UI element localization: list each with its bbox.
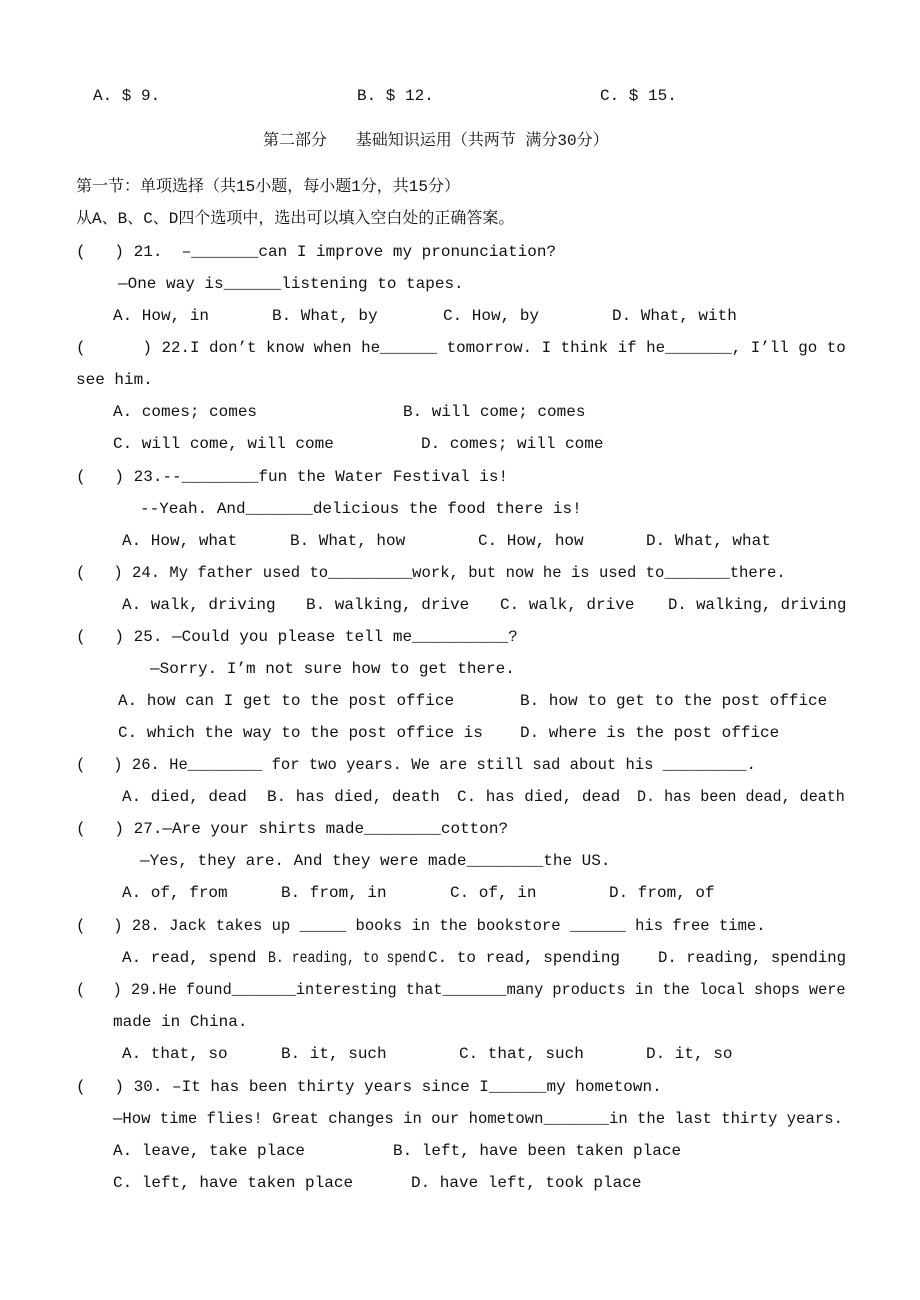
instruction: 从A、B、C、D四个选项中，选出可以填入空白处的正确答案。 [76,210,515,228]
option: A. walk, driving [122,596,276,614]
option: D. have left, took place [411,1174,642,1192]
option: C. How, by [443,307,540,325]
option: B. from, in [281,884,387,902]
question-line: see him. [76,371,153,389]
option-line: C. $ 15. [600,87,677,105]
option: C. How, how [478,532,584,550]
option: A. comes; comes [113,403,258,421]
option-line: A. $ 9. [93,87,161,105]
option: D. comes; will come [421,435,604,453]
option: C. of, in [450,884,537,902]
option: C. to read, spending [428,949,621,967]
part-title: 第二部分 基础知识运用（共两节 满分30分） [263,132,609,150]
option: B. walking, drive [306,596,470,614]
option: D. has been dead, death [637,788,845,806]
option: A. how can I get to the post office [118,692,455,710]
option: C. walk, drive [500,596,635,614]
option: A. read, spend [122,949,257,967]
question-line: ( ) 21. –_______can I improve my pronunciation? [76,243,557,261]
question-line: ( ) 29.He found_______interesting that_______many products in the local shops were [76,981,846,999]
option: A. leave, take place [113,1142,306,1160]
option: A. How, in [113,307,210,325]
question-line: made in China. [113,1013,248,1031]
question-line: ( ) 22.I don’t know when he______ tomorrow. I think if he_______, I’ll go to [76,339,846,357]
option: C. which the way to the post office is [118,724,483,742]
question-line: ( ) 23.--________fun the Water Festival is! [76,468,509,486]
question-line: ( ) 25. —Could you please tell me__________? [76,628,518,646]
question-line: ( ) 27.—Are your shirts made________cotton? [76,820,509,838]
option: A. died, dead [122,788,247,806]
option: B. it, such [281,1045,387,1063]
option: C. that, such [459,1045,584,1063]
option: D. reading, spending [658,949,847,967]
question-line: --Yeah. And_______delicious the food there is! [140,500,582,518]
question-line: —How time flies! Great changes in our hometown_______in the last thirty years. [113,1110,843,1128]
option: D. from, of [609,884,715,902]
option: A. How, what [122,532,238,550]
option: B. has died, death [267,788,440,806]
option: A. that, so [122,1045,228,1063]
option: B. how to get to the post office [520,692,828,710]
question-line: ( ) 24. My father used to_________work, but now he is used to_______there. [76,564,786,582]
option: B. will come; comes [403,403,586,421]
option: D. it, so [646,1045,733,1063]
option: C. has died, dead [457,788,621,806]
option: D. What, what [646,532,771,550]
option: D. where is the post office [520,724,780,742]
question-line: —Yes, they are. And they were made________the US. [140,852,611,870]
option-line: B. $ 12. [357,87,434,105]
option: B. What, by [272,307,378,325]
question-line: ( ) 26. He________ for two years. We are still sad about his _________. [76,756,756,774]
option: B. reading, to spend [268,949,427,967]
question-line: —One way is______listening to tapes. [118,275,464,293]
option: D. walking, driving [668,596,847,614]
option: A. of, from [122,884,228,902]
question-line: —Sorry. I’m not sure how to get there. [150,660,515,678]
option: B. What, how [290,532,406,550]
option: D. What, with [612,307,737,325]
question-line: ( ) 28. Jack takes up _____ books in the bookstore ______ his free time. [76,917,766,935]
section-title: 第一节：单项选择（共15小题，每小题1分，共15分） [76,178,461,196]
question-line: ( ) 30. –It has been thirty years since I______my hometown. [76,1078,662,1096]
option: B. left, have been taken place [393,1142,682,1160]
option: C. left, have taken place [113,1174,354,1192]
option: C. will come, will come [113,435,334,453]
